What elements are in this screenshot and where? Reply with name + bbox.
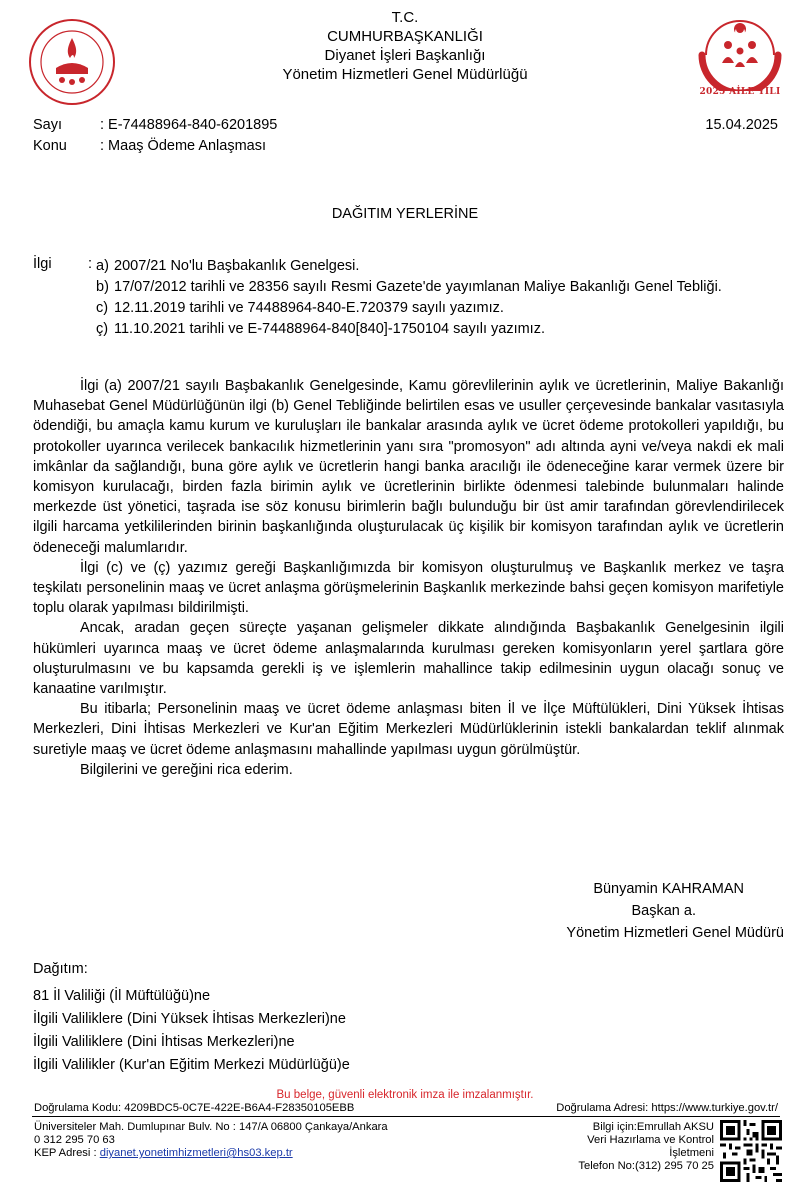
body-paragraph-4: Bu itibarla; Personelinin maaş ve ücret ödeme anlaşması biten İl ve İlçe Müftülükleri, Dini Yüksek İhtisas Merkezleri, Dini İhtisas Merkezleri ve Kur'an Eğitim Merkezleri Müdürlüklerinin istekli bankalardan teklif alınmak suretiyle maaş ve ücret ödeme anlaşmasını mahallinde yapılması uygun görülmüştür. [33,701,784,758]
kep-address-link[interactable]: diyanet.yonetimhizmetleri@hs03.kep.tr [99,1147,293,1159]
footer-divider [32,1116,780,1117]
ilgi-item-mark: a) [96,258,109,274]
header-directorate: Yönetim Hizmetleri Genel Müdürlüğü [282,66,528,83]
verification-address-label: Doğrulama Adresi: [556,1102,649,1114]
verification-code [34,1102,354,1115]
info-role-1: Veri Hazırlama ve Kontrol [587,1134,714,1146]
esign-notice: Bu belge, güvenli elektronik imza ile imzalanmıştır. [276,1089,534,1101]
ilgi-item [96,319,776,339]
konu-value: : Maaş Ödeme Anlaşması [100,138,267,154]
letter-body [33,376,784,780]
distribution-label: Dağıtım: [33,961,88,977]
ilgi-label: İlgi [33,256,52,272]
ilgi-colon: : [88,256,93,272]
verification-code-value: 4209BDC5-0C7E-422E-B6A4-F28350105EBB [124,1102,355,1114]
info-phone: Telefon No:(312) 295 70 25 [578,1160,714,1172]
signatory-name: Bünyamin KAHRAMAN [593,881,744,897]
kep-label: KEP Adresi : [34,1147,97,1159]
signatory-position: Yönetim Hizmetleri Genel Müdürü [566,925,784,941]
distribution-list [33,958,350,1077]
document-date: 15.04.2025 [705,117,778,133]
signature-block [500,878,784,944]
qr-code-icon [720,1120,782,1182]
body-paragraph-3: Ancak, aradan geçen süreçte yaşanan gelişmeler dikkate alındığında Başbakanlık Genelgesinin ilgili hükümleri uyarınca maaş ve ücret ödeme anlaşmalarında kurulması gereken komisyonların yerel şartlara göre oluşturulmasını ve bu kapsamda gerekli iş ve işlemlerin mahallince takip edilmesinin uygun olacağı sonuç ve kanaatine varılmıştır. [33,620,784,698]
ilgi-item-text: 2007/21 No'lu Başbakanlık Genelgesi. [114,258,360,274]
body-paragraph-2: İlgi (c) ve (ç) yazımız gereği Başkanlığımızda bir komisyon oluşturulmuş ve Başkanlık merkez ve taşra teşkilatı personelinin maaş ve ücret anlaşma görüşmelerinin Başkanlık merkezinde bahsi geçen komisyon marifetiyle toplu olarak yapılması bildirilmişti. [33,559,784,617]
distribution-item: İlgili Valilikler (Kur'an Eğitim Merkezi Müdürlüğü)e [33,1057,350,1073]
ilgi-item-mark: ç) [96,321,109,337]
ilgi-item-text: 11.10.2021 tarihli ve E-74488964-840[840]-1750104 sayılı yazımız. [114,321,545,337]
verification-address [556,1102,778,1115]
ilgi-item-text: 17/07/2012 tarihli ve 28356 sayılı Resmi Gazete'de yayımlanan Maliye Bakanlığı Genel Tebliği. [114,279,722,295]
sayi-label: Sayı [33,117,63,133]
body-paragraph-1: İlgi (a) 2007/21 sayılı Başbakanlık Genelgesinde, Kamu görevlilerinin aylık ve ücretlerinin, Maliye Bakanlığı Muhasebat Genel Müdürlüğünün ilgi (b) Genel Tebliğinde belirtilen esas ve usuller çerçevesinde bankalar vasıtasıyla ödendiği, bu amaçla kamu kurum ve kuruluşları ile bankalar arasında aylık ve ücret ödeme protokolleri yapıldığı, bu protokoller uyarınca verilecek bankacılık hizmetlerinin yanı sıra "promosyon" adı altında ayni ve/veya nakdi ek mali imkânlar da sağlandığı, buna göre aylık ve ücretlerin hangi banka aracılığı ile ödeneceğine karar vermek üzere bir komisyon kurulacağı, birden fazla birimin aylık ve ücretlerinin birlikte ödenmesi talebinde bulunmaları halinde merkezde üst yönetici, taşrada ise söz konusu birimlerin bağlı bulunduğu bir üst amir tarafından görevlendirilecek ilgili harcama yetkililerinden birinin başkanlığında oluşturulacak üç kişilik bir komisyon tarafından aylık ve ücretlerin ödeneceği malumlarıdır. [33,378,784,556]
distribution-item: 81 İl Valiliği (İl Müftülüğü)ne [33,988,211,1004]
body-paragraph-5: Bilgilerini ve gereğini rica ederim. [80,761,293,778]
verification-code-label: Doğrulama Kodu: [34,1102,122,1114]
distribution-item: İlgili Valiliklere (Dini Yüksek İhtisas Merkezleri)ne [33,1011,346,1027]
info-contact: Bilgi için:Emrullah AKSU [592,1121,714,1133]
ilgi-item [96,277,776,297]
distribution-item: İlgili Valiliklere (Dini İhtisas Merkezleri)ne [33,1034,295,1050]
footer-kep [34,1147,293,1160]
sayi-value: : E-74488964-840-6201895 [100,117,278,133]
header-presidency: CUMHURBAŞKANLIĞI [327,28,483,45]
header-tc: T.C. [391,9,419,26]
footer-address: Üniversiteler Mah. Dumlupınar Bulv. No : 147/A 06800 Çankaya/Ankara [34,1121,388,1133]
ilgi-item [96,298,776,318]
ilgi-item-mark: b) [96,279,109,295]
family-year-caption: 2025 AİLE YILI [699,87,781,97]
ilgi-item-mark: c) [96,300,109,316]
info-role-2: İşletmeni [669,1147,714,1159]
konu-label: Konu [33,138,67,154]
ilgi-item-text: 12.11.2019 tarihli ve 74488964-840-E.720379 sayılı yazımız. [114,300,504,316]
footer-phone: 0 312 295 70 63 [34,1134,115,1146]
header-institution: Diyanet İşleri Başkanlığı [324,47,486,64]
ilgi-list [96,256,776,340]
signatory-title: Başkan a. [631,903,696,919]
distribution-title: DAĞITIM YERLERİNE [331,206,479,222]
ilgi-item [96,256,776,276]
verification-address-link[interactable]: https://www.turkiye.gov.tr/ [651,1102,778,1114]
